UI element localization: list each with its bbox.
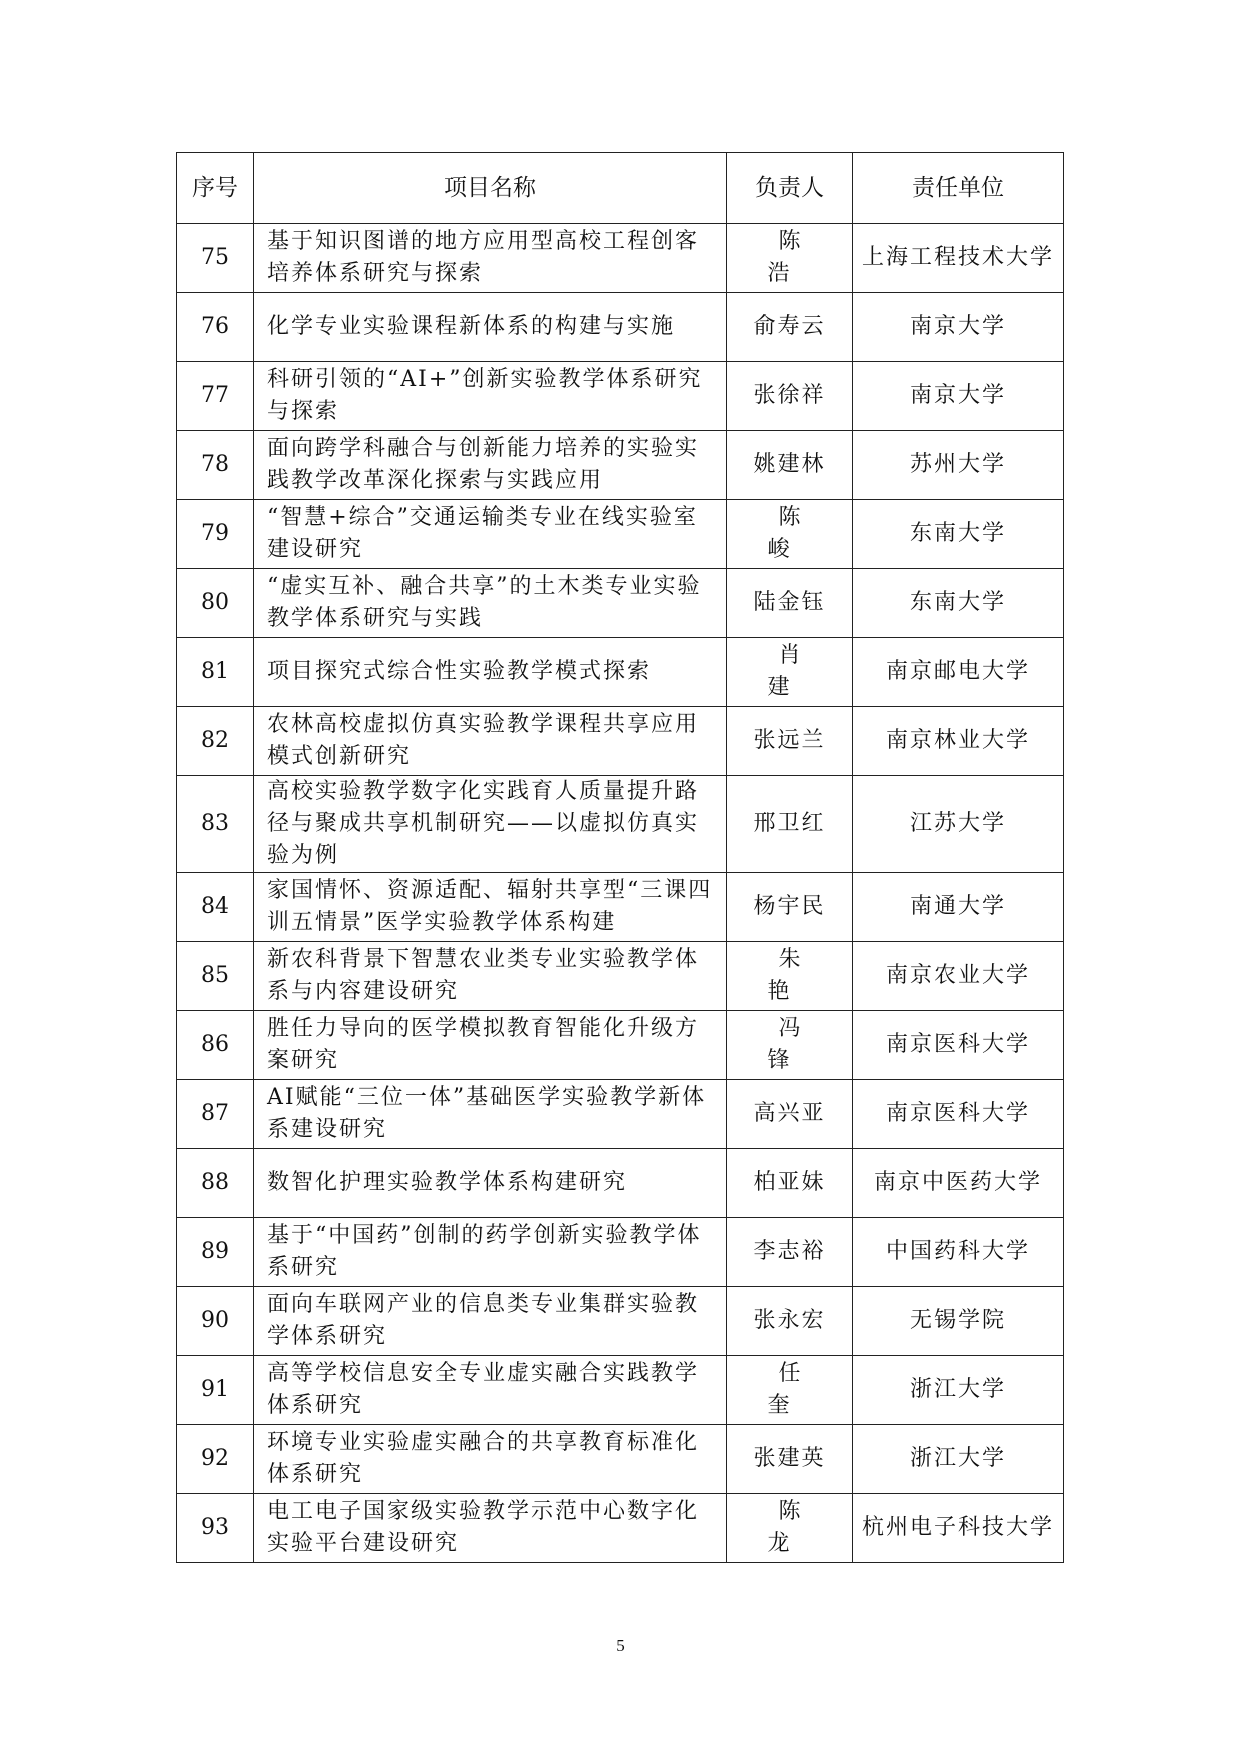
row-person-in-charge: 陈 浩 — [727, 224, 853, 293]
row-person-in-charge: 张徐祥 — [727, 362, 853, 431]
header-person-in-charge: 负责人 — [727, 153, 853, 224]
table-row — [177, 942, 1064, 1011]
table-row — [177, 500, 1064, 569]
row-person-in-charge: 陆金钰 — [727, 569, 853, 638]
row-person-in-charge: 朱 艳 — [727, 942, 853, 1011]
row-person-in-charge: 任 奎 — [727, 1356, 853, 1425]
row-serial-number: 89 — [177, 1218, 254, 1287]
table-row — [177, 431, 1064, 500]
row-responsible-unit: 东南大学 — [853, 569, 1064, 638]
row-responsible-unit: 南京大学 — [853, 362, 1064, 431]
table-row — [177, 1080, 1064, 1149]
row-person-in-charge: 邢卫红 — [727, 776, 853, 873]
row-person-in-charge: 柏亚妹 — [727, 1149, 853, 1218]
row-responsible-unit: 南京邮电大学 — [853, 638, 1064, 707]
row-responsible-unit: 杭州电子科技大学 — [853, 1494, 1064, 1563]
table-row — [177, 1218, 1064, 1287]
row-serial-number: 77 — [177, 362, 254, 431]
header-responsible-unit: 责任单位 — [853, 153, 1064, 224]
row-person-in-charge: 陈 龙 — [727, 1494, 853, 1563]
table-row — [177, 293, 1064, 362]
row-responsible-unit: 上海工程技术大学 — [853, 224, 1064, 293]
row-responsible-unit: 南京林业大学 — [853, 707, 1064, 776]
row-responsible-unit: 东南大学 — [853, 500, 1064, 569]
row-serial-number: 76 — [177, 293, 254, 362]
row-serial-number: 83 — [177, 776, 254, 873]
row-project-name: “智慧+综合”交通运输类专业在线实验室建设研究 — [254, 500, 727, 569]
table-row — [177, 707, 1064, 776]
table-header-row — [177, 153, 1064, 224]
row-project-name: 电工电子国家级实验教学示范中心数字化实验平台建设研究 — [254, 1494, 727, 1563]
row-project-name: 环境专业实验虚实融合的共享教育标准化体系研究 — [254, 1425, 727, 1494]
table-row — [177, 1494, 1064, 1563]
page-number: 5 — [616, 1636, 625, 1655]
table-row — [177, 873, 1064, 942]
row-serial-number: 82 — [177, 707, 254, 776]
row-project-name: 化学专业实验课程新体系的构建与实施 — [254, 293, 727, 362]
row-responsible-unit: 南京大学 — [853, 293, 1064, 362]
table-row — [177, 1149, 1064, 1218]
row-person-in-charge: 陈 峻 — [727, 500, 853, 569]
row-project-name: 数智化护理实验教学体系构建研究 — [254, 1149, 727, 1218]
row-responsible-unit: 无锡学院 — [853, 1287, 1064, 1356]
row-serial-number: 86 — [177, 1011, 254, 1080]
row-person-in-charge: 高兴亚 — [727, 1080, 853, 1149]
table-row — [177, 638, 1064, 707]
row-person-in-charge: 张远兰 — [727, 707, 853, 776]
row-project-name: 胜任力导向的医学模拟教育智能化升级方案研究 — [254, 1011, 727, 1080]
row-person-in-charge: 李志裕 — [727, 1218, 853, 1287]
row-serial-number: 84 — [177, 873, 254, 942]
row-responsible-unit: 浙江大学 — [853, 1356, 1064, 1425]
row-serial-number: 93 — [177, 1494, 254, 1563]
row-project-name: 高校实验教学数字化实践育人质量提升路径与聚成共享机制研究——以虚拟仿真实验为例 — [254, 776, 727, 873]
row-project-name: 农林高校虚拟仿真实验教学课程共享应用模式创新研究 — [254, 707, 727, 776]
row-responsible-unit: 中国药科大学 — [853, 1218, 1064, 1287]
row-person-in-charge: 姚建林 — [727, 431, 853, 500]
row-person-in-charge: 肖 建 — [727, 638, 853, 707]
row-project-name: 新农科背景下智慧农业类专业实验教学体系与内容建设研究 — [254, 942, 727, 1011]
row-responsible-unit: 浙江大学 — [853, 1425, 1064, 1494]
row-project-name: 面向跨学科融合与创新能力培养的实验实践教学改革深化探索与实践应用 — [254, 431, 727, 500]
table-row — [177, 1356, 1064, 1425]
table-row — [177, 1425, 1064, 1494]
table-row — [177, 362, 1064, 431]
row-serial-number: 85 — [177, 942, 254, 1011]
table-row — [177, 776, 1064, 873]
row-project-name: AI赋能“三位一体”基础医学实验教学新体系建设研究 — [254, 1080, 727, 1149]
header-serial-number: 序号 — [177, 153, 254, 224]
row-responsible-unit: 南京医科大学 — [853, 1011, 1064, 1080]
row-project-name: 基于知识图谱的地方应用型高校工程创客培养体系研究与探索 — [254, 224, 727, 293]
project-table — [176, 152, 1064, 1563]
row-serial-number: 79 — [177, 500, 254, 569]
table-row — [177, 1011, 1064, 1080]
row-responsible-unit: 南京医科大学 — [853, 1080, 1064, 1149]
row-serial-number: 81 — [177, 638, 254, 707]
row-serial-number: 75 — [177, 224, 254, 293]
header-project-name: 项目名称 — [254, 153, 727, 224]
row-project-name: 面向车联网产业的信息类专业集群实验教学体系研究 — [254, 1287, 727, 1356]
row-project-name: 高等学校信息安全专业虚实融合实践教学体系研究 — [254, 1356, 727, 1425]
row-responsible-unit: 南京农业大学 — [853, 942, 1064, 1011]
row-project-name: 科研引领的“AI+”创新实验教学体系研究与探索 — [254, 362, 727, 431]
row-serial-number: 91 — [177, 1356, 254, 1425]
row-serial-number: 92 — [177, 1425, 254, 1494]
row-responsible-unit: 南通大学 — [853, 873, 1064, 942]
row-person-in-charge: 杨宇民 — [727, 873, 853, 942]
row-serial-number: 90 — [177, 1287, 254, 1356]
table-row — [177, 1287, 1064, 1356]
row-serial-number: 87 — [177, 1080, 254, 1149]
row-person-in-charge: 冯 锋 — [727, 1011, 853, 1080]
row-serial-number: 78 — [177, 431, 254, 500]
row-project-name: “虚实互补、融合共享”的土木类专业实验教学体系研究与实践 — [254, 569, 727, 638]
row-project-name: 基于“中国药”创制的药学创新实验教学体系研究 — [254, 1218, 727, 1287]
row-project-name: 项目探究式综合性实验教学模式探索 — [254, 638, 727, 707]
table-row — [177, 569, 1064, 638]
row-person-in-charge: 俞寿云 — [727, 293, 853, 362]
table-body — [177, 224, 1064, 1563]
row-person-in-charge: 张建英 — [727, 1425, 853, 1494]
row-responsible-unit: 苏州大学 — [853, 431, 1064, 500]
table-row — [177, 224, 1064, 293]
row-project-name: 家国情怀、资源适配、辐射共享型“三课四训五情景”医学实验教学体系构建 — [254, 873, 727, 942]
row-person-in-charge: 张永宏 — [727, 1287, 853, 1356]
row-serial-number: 88 — [177, 1149, 254, 1218]
row-responsible-unit: 江苏大学 — [853, 776, 1064, 873]
row-serial-number: 80 — [177, 569, 254, 638]
row-responsible-unit: 南京中医药大学 — [853, 1149, 1064, 1218]
